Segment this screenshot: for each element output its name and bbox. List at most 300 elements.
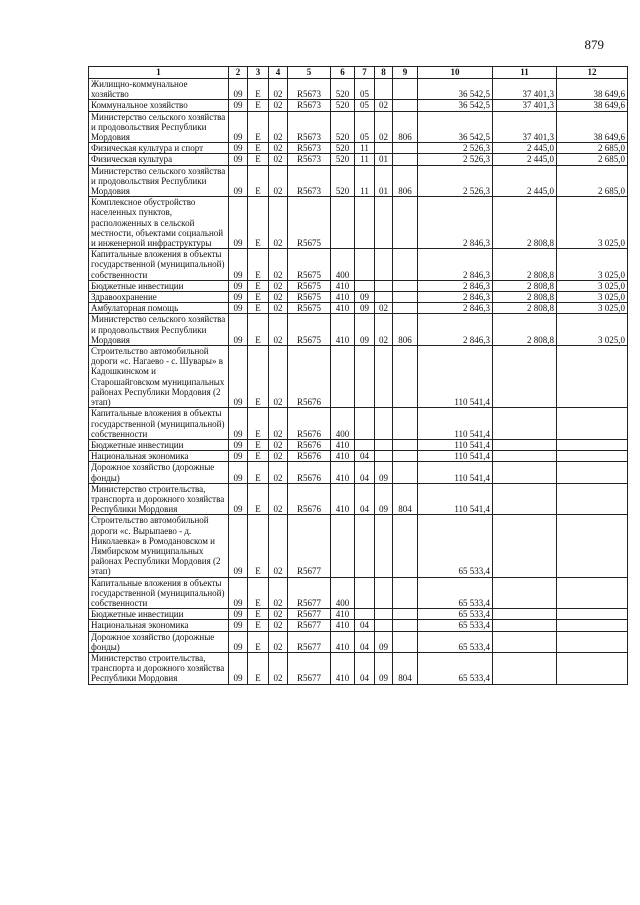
table-row: [89, 314, 628, 346]
code-cell: 02: [269, 292, 288, 303]
code-cell: Е: [248, 197, 269, 249]
code-cell: 09: [229, 609, 248, 620]
code-cell: 520: [331, 100, 355, 111]
code-cell: [355, 577, 375, 609]
code-cell: [331, 346, 355, 408]
code-cell: [375, 451, 393, 462]
code-cell: [375, 346, 393, 408]
code-cell: 02: [269, 408, 288, 440]
code-cell: Е: [248, 451, 269, 462]
row-name-cell: Строительство автомобильной дороги «с. Нагаево - с. Шувары» в Кадошкинском и Старошайговском муниципальных районах Республики Мордовия (2 этап): [89, 346, 229, 408]
code-cell: Е: [248, 609, 269, 620]
code-cell: [375, 609, 393, 620]
code-cell: [375, 197, 393, 249]
code-cell: 410: [331, 314, 355, 346]
amount-cell: 38 649,6: [557, 100, 628, 111]
amount-cell: 110 541,4: [418, 462, 493, 483]
code-cell: Е: [248, 100, 269, 111]
column-header: 9: [393, 67, 418, 79]
code-cell: Е: [248, 111, 269, 143]
code-cell: [393, 631, 418, 652]
amount-cell: 3 025,0: [557, 292, 628, 303]
code-cell: Е: [248, 280, 269, 291]
code-cell: 02: [269, 314, 288, 346]
table-row: [89, 292, 628, 303]
amount-cell: [557, 439, 628, 450]
amount-cell: [493, 462, 557, 483]
code-cell: 02: [269, 303, 288, 314]
code-cell: [375, 408, 393, 440]
code-cell: 02: [269, 620, 288, 631]
amount-cell: [493, 609, 557, 620]
code-cell: 09: [355, 303, 375, 314]
table-row: [89, 515, 628, 577]
code-cell: 09: [229, 408, 248, 440]
code-cell: [355, 197, 375, 249]
table-row: [89, 249, 628, 281]
table-row: [89, 439, 628, 450]
amount-cell: 2 445,0: [493, 143, 557, 154]
table-row: [89, 577, 628, 609]
code-cell: R5673: [288, 165, 331, 197]
row-name-cell: Министерство строительства, транспорта и дорожного хозяйства Республики Мордовия: [89, 652, 229, 684]
row-name-cell: Капитальные вложения в объекты государственной (муниципальной) собственности: [89, 408, 229, 440]
row-name-cell: Министерство сельского хозяйства и продовольствия Республики Мордовия: [89, 165, 229, 197]
code-cell: 04: [355, 620, 375, 631]
code-cell: 410: [331, 609, 355, 620]
amount-cell: 2 445,0: [493, 165, 557, 197]
code-cell: [393, 249, 418, 281]
amount-cell: [493, 439, 557, 450]
code-cell: 09: [229, 143, 248, 154]
row-name-cell: Национальная экономика: [89, 451, 229, 462]
table-row: [89, 620, 628, 631]
code-cell: [393, 346, 418, 408]
code-cell: 02: [269, 609, 288, 620]
amount-cell: 2 808,8: [493, 249, 557, 281]
code-cell: R5675: [288, 280, 331, 291]
code-cell: 02: [269, 439, 288, 450]
amount-cell: 37 401,3: [493, 100, 557, 111]
code-cell: R5675: [288, 249, 331, 281]
code-cell: [355, 280, 375, 291]
code-cell: 05: [355, 100, 375, 111]
code-cell: 410: [331, 303, 355, 314]
code-cell: 09: [229, 346, 248, 408]
code-cell: 400: [331, 249, 355, 281]
code-cell: 04: [355, 631, 375, 652]
code-cell: R5677: [288, 652, 331, 684]
row-name-cell: Бюджетные инвестиции: [89, 609, 229, 620]
code-cell: 410: [331, 631, 355, 652]
row-name-cell: Строительство автомобильной дороги «с. Вырыпаево - д. Николаевка» в Ромодановском и Лямбирском муниципальных районах Республики Мордовия (2 этап): [89, 515, 229, 577]
code-cell: R5675: [288, 292, 331, 303]
table-row: [89, 609, 628, 620]
code-cell: [375, 620, 393, 631]
code-cell: R5676: [288, 408, 331, 440]
table-row: [89, 462, 628, 483]
table-row: [89, 197, 628, 249]
code-cell: [355, 515, 375, 577]
code-cell: 05: [355, 79, 375, 100]
code-cell: R5673: [288, 143, 331, 154]
amount-cell: 110 541,4: [418, 346, 493, 408]
amount-cell: 37 401,3: [493, 111, 557, 143]
amount-cell: 2 445,0: [493, 154, 557, 165]
code-cell: [375, 577, 393, 609]
table-row: [89, 79, 628, 100]
amount-cell: [557, 631, 628, 652]
code-cell: 02: [269, 111, 288, 143]
code-cell: 09: [229, 292, 248, 303]
amount-cell: 3 025,0: [557, 303, 628, 314]
amount-cell: 2 526,3: [418, 165, 493, 197]
amount-cell: [557, 609, 628, 620]
row-name-cell: Бюджетные инвестиции: [89, 439, 229, 450]
amount-cell: 38 649,6: [557, 111, 628, 143]
code-cell: [375, 515, 393, 577]
code-cell: [393, 620, 418, 631]
code-cell: R5673: [288, 79, 331, 100]
code-cell: R5677: [288, 609, 331, 620]
code-cell: 410: [331, 439, 355, 450]
table-row: [89, 483, 628, 515]
amount-cell: [493, 515, 557, 577]
amount-cell: [557, 483, 628, 515]
amount-cell: 65 533,4: [418, 577, 493, 609]
code-cell: [393, 100, 418, 111]
budget-table: [88, 66, 628, 685]
amount-cell: [493, 631, 557, 652]
amount-cell: [493, 451, 557, 462]
row-name-cell: Министерство строительства, транспорта и дорожного хозяйства Республики Мордовия: [89, 483, 229, 515]
code-cell: 04: [355, 462, 375, 483]
amount-cell: 2 808,8: [493, 303, 557, 314]
code-cell: 410: [331, 462, 355, 483]
row-name-cell: Физическая культура и спорт: [89, 143, 229, 154]
amount-cell: 65 533,4: [418, 652, 493, 684]
row-name-cell: Коммунальное хозяйство: [89, 100, 229, 111]
code-cell: [355, 439, 375, 450]
amount-cell: 2 685,0: [557, 165, 628, 197]
table-row: [89, 346, 628, 408]
amount-cell: [493, 652, 557, 684]
code-cell: 09: [229, 249, 248, 281]
row-name-cell: Дорожное хозяйство (дорожные фонды): [89, 462, 229, 483]
amount-cell: [557, 577, 628, 609]
code-cell: [375, 143, 393, 154]
amount-cell: 2 526,3: [418, 143, 493, 154]
code-cell: Е: [248, 292, 269, 303]
code-cell: 520: [331, 111, 355, 143]
code-cell: Е: [248, 439, 269, 450]
code-cell: [375, 280, 393, 291]
column-header: 11: [493, 67, 557, 79]
amount-cell: [557, 451, 628, 462]
code-cell: 04: [355, 652, 375, 684]
amount-cell: [557, 346, 628, 408]
code-cell: 01: [375, 154, 393, 165]
code-cell: Е: [248, 314, 269, 346]
amount-cell: [557, 462, 628, 483]
code-cell: [393, 577, 418, 609]
amount-cell: 110 541,4: [418, 439, 493, 450]
amount-cell: 2 685,0: [557, 143, 628, 154]
code-cell: [393, 79, 418, 100]
amount-cell: [557, 652, 628, 684]
amount-cell: 2 808,8: [493, 314, 557, 346]
column-header: 10: [418, 67, 493, 79]
amount-cell: [557, 620, 628, 631]
amount-cell: [557, 515, 628, 577]
column-header: 12: [557, 67, 628, 79]
code-cell: 02: [269, 515, 288, 577]
row-name-cell: Дорожное хозяйство (дорожные фонды): [89, 631, 229, 652]
table-row: [89, 303, 628, 314]
amount-cell: 3 025,0: [557, 280, 628, 291]
page-number: 879: [584, 37, 604, 52]
amount-cell: 110 541,4: [418, 483, 493, 515]
code-cell: 11: [355, 143, 375, 154]
row-name-cell: Министерство сельского хозяйства и продовольствия Республики Мордовия: [89, 314, 229, 346]
code-cell: 09: [229, 462, 248, 483]
code-cell: 09: [229, 165, 248, 197]
amount-cell: 3 025,0: [557, 197, 628, 249]
amount-cell: 3 025,0: [557, 314, 628, 346]
code-cell: 02: [269, 249, 288, 281]
amount-cell: 2 846,3: [418, 249, 493, 281]
code-cell: 02: [269, 483, 288, 515]
code-cell: 410: [331, 483, 355, 515]
code-cell: Е: [248, 620, 269, 631]
code-cell: [331, 515, 355, 577]
code-cell: R5673: [288, 100, 331, 111]
amount-cell: 2 808,8: [493, 197, 557, 249]
code-cell: 09: [229, 314, 248, 346]
code-cell: Е: [248, 154, 269, 165]
code-cell: 804: [393, 652, 418, 684]
code-cell: 410: [331, 280, 355, 291]
code-cell: R5677: [288, 515, 331, 577]
code-cell: Е: [248, 165, 269, 197]
column-header: 2: [229, 67, 248, 79]
amount-cell: 65 533,4: [418, 515, 493, 577]
code-cell: 01: [375, 165, 393, 197]
code-cell: R5676: [288, 346, 331, 408]
code-cell: R5676: [288, 462, 331, 483]
table-row: [89, 143, 628, 154]
column-header: 7: [355, 67, 375, 79]
code-cell: [393, 292, 418, 303]
code-cell: [375, 292, 393, 303]
amount-cell: 2 846,3: [418, 314, 493, 346]
code-cell: Е: [248, 143, 269, 154]
amount-cell: 65 533,4: [418, 631, 493, 652]
code-cell: [393, 462, 418, 483]
code-cell: R5676: [288, 451, 331, 462]
code-cell: 09: [229, 303, 248, 314]
code-cell: 09: [229, 100, 248, 111]
column-header: 6: [331, 67, 355, 79]
column-header: 3: [248, 67, 269, 79]
row-name-cell: Капитальные вложения в объекты государственной (муниципальной) собственности: [89, 577, 229, 609]
code-cell: 02: [269, 143, 288, 154]
code-cell: R5675: [288, 197, 331, 249]
code-cell: 520: [331, 165, 355, 197]
code-cell: 05: [355, 111, 375, 143]
code-cell: 410: [331, 620, 355, 631]
code-cell: [331, 197, 355, 249]
amount-cell: 2 808,8: [493, 292, 557, 303]
code-cell: 09: [229, 631, 248, 652]
row-name-cell: Жилищно-коммунальное хозяйство: [89, 79, 229, 100]
code-cell: [355, 408, 375, 440]
amount-cell: [493, 577, 557, 609]
code-cell: [393, 609, 418, 620]
amount-cell: 36 542,5: [418, 100, 493, 111]
amount-cell: [493, 620, 557, 631]
code-cell: 520: [331, 154, 355, 165]
code-cell: [393, 143, 418, 154]
row-name-cell: Здравоохранение: [89, 292, 229, 303]
code-cell: 02: [375, 314, 393, 346]
code-cell: 02: [375, 111, 393, 143]
code-cell: 806: [393, 165, 418, 197]
code-cell: 410: [331, 292, 355, 303]
amount-cell: 110 541,4: [418, 451, 493, 462]
amount-cell: [493, 346, 557, 408]
amount-cell: 2 846,3: [418, 292, 493, 303]
amount-cell: 65 533,4: [418, 620, 493, 631]
amount-cell: 2 808,8: [493, 280, 557, 291]
code-cell: 09: [355, 314, 375, 346]
code-cell: 09: [229, 154, 248, 165]
code-cell: 02: [269, 280, 288, 291]
code-cell: 09: [229, 620, 248, 631]
table-row: [89, 408, 628, 440]
code-cell: 09: [375, 652, 393, 684]
code-cell: [355, 609, 375, 620]
code-cell: 02: [269, 577, 288, 609]
code-cell: R5673: [288, 111, 331, 143]
amount-cell: 110 541,4: [418, 408, 493, 440]
code-cell: R5675: [288, 303, 331, 314]
code-cell: [393, 197, 418, 249]
table-row: [89, 280, 628, 291]
table-row: [89, 100, 628, 111]
code-cell: 09: [229, 111, 248, 143]
code-cell: Е: [248, 346, 269, 408]
code-cell: [393, 280, 418, 291]
code-cell: 02: [269, 154, 288, 165]
code-cell: Е: [248, 249, 269, 281]
code-cell: 09: [229, 652, 248, 684]
code-cell: 804: [393, 483, 418, 515]
code-cell: 806: [393, 111, 418, 143]
code-cell: Е: [248, 515, 269, 577]
amount-cell: 36 542,5: [418, 79, 493, 100]
row-name-cell: Министерство сельского хозяйства и продовольствия Республики Мордовия: [89, 111, 229, 143]
amount-cell: [557, 408, 628, 440]
code-cell: [393, 408, 418, 440]
code-cell: [355, 346, 375, 408]
code-cell: 02: [269, 100, 288, 111]
code-cell: Е: [248, 408, 269, 440]
code-cell: 04: [355, 451, 375, 462]
code-cell: Е: [248, 577, 269, 609]
code-cell: 11: [355, 154, 375, 165]
column-header: 4: [269, 67, 288, 79]
code-cell: R5675: [288, 314, 331, 346]
table-row: [89, 154, 628, 165]
code-cell: Е: [248, 652, 269, 684]
code-cell: R5676: [288, 483, 331, 515]
code-cell: 09: [355, 292, 375, 303]
code-cell: [375, 79, 393, 100]
amount-cell: 2 526,3: [418, 154, 493, 165]
code-cell: 09: [229, 577, 248, 609]
code-cell: 09: [229, 79, 248, 100]
row-name-cell: Капитальные вложения в объекты государственной (муниципальной) собственности: [89, 249, 229, 281]
amount-cell: 36 542,5: [418, 111, 493, 143]
code-cell: 09: [375, 483, 393, 515]
code-cell: Е: [248, 631, 269, 652]
row-name-cell: Национальная экономика: [89, 620, 229, 631]
amount-cell: [493, 408, 557, 440]
row-name-cell: Амбулаторная помощь: [89, 303, 229, 314]
code-cell: 02: [269, 462, 288, 483]
column-header: 1: [89, 67, 229, 79]
code-cell: R5673: [288, 154, 331, 165]
table-row: [89, 165, 628, 197]
amount-cell: 2 846,3: [418, 280, 493, 291]
table-body: [89, 79, 628, 685]
code-cell: [393, 439, 418, 450]
code-cell: 11: [355, 165, 375, 197]
code-cell: 09: [375, 462, 393, 483]
row-name-cell: Комплексное обустройство населенных пунктов, расположенных в сельской местности, объектами социальной и инженерной инфраструктуры: [89, 197, 229, 249]
code-cell: Е: [248, 483, 269, 515]
code-cell: 09: [375, 631, 393, 652]
code-cell: 400: [331, 577, 355, 609]
code-cell: Е: [248, 79, 269, 100]
code-cell: 02: [269, 197, 288, 249]
code-cell: R5677: [288, 631, 331, 652]
table-row: [89, 451, 628, 462]
amount-cell: 2 685,0: [557, 154, 628, 165]
code-cell: 02: [269, 165, 288, 197]
code-cell: [393, 515, 418, 577]
code-cell: 400: [331, 408, 355, 440]
code-cell: 09: [229, 515, 248, 577]
code-cell: 806: [393, 314, 418, 346]
code-cell: 02: [375, 303, 393, 314]
code-cell: R5676: [288, 439, 331, 450]
code-cell: Е: [248, 462, 269, 483]
amount-cell: 38 649,6: [557, 79, 628, 100]
code-cell: Е: [248, 303, 269, 314]
code-cell: 02: [269, 346, 288, 408]
amount-cell: 2 846,3: [418, 197, 493, 249]
amount-cell: [493, 483, 557, 515]
amount-cell: 3 025,0: [557, 249, 628, 281]
table-row: [89, 111, 628, 143]
code-cell: [375, 249, 393, 281]
code-cell: [375, 439, 393, 450]
code-cell: 410: [331, 652, 355, 684]
code-cell: 520: [331, 79, 355, 100]
amount-cell: 37 401,3: [493, 79, 557, 100]
